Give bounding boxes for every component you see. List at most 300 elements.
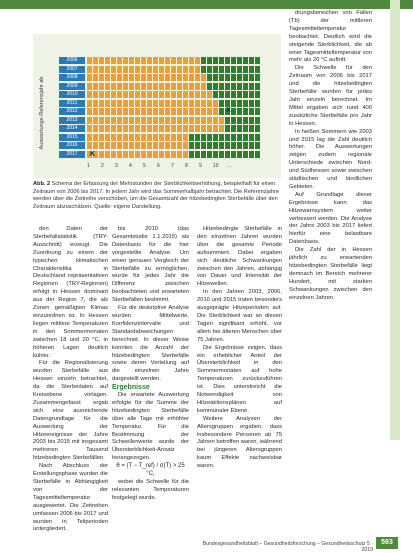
grid-cell xyxy=(135,66,140,73)
year-label: 2015 xyxy=(59,134,85,141)
grid-cell xyxy=(219,117,224,124)
paragraph: Die Zahl der in Hessen jährlich zu erwartenden hitzebedingten Sterbefälle liegt demnach im Bereich mehrerer Hundert, mit starken Schwankungen zwischen den einzelnen Jahren. xyxy=(289,247,372,301)
grid-cell xyxy=(255,151,260,158)
grid-cell xyxy=(207,100,212,107)
grid-cell xyxy=(213,100,218,107)
text-column-3 xyxy=(197,226,282,471)
grid-cell xyxy=(147,134,152,141)
paragraph: bis 2010 (das Gesamtstudie 1.1.2015) als Datenbasis für die hier vorgestellte Analyse. Um einen genauen Vergleich der Sterbefälle zu ermöglichen, wurde für jedes Jahr die Differenz zwischen beobachteten und erwarteten Sterbefällen bestimmt. xyxy=(112,226,189,304)
grid-cell xyxy=(225,100,230,107)
grid-cell xyxy=(171,74,176,81)
grid-cell xyxy=(255,83,260,90)
grid-cell xyxy=(171,66,176,73)
grid-cell xyxy=(99,83,104,90)
grid-cell xyxy=(93,100,98,107)
grid-cell xyxy=(141,91,146,98)
grid-cell xyxy=(219,100,224,107)
side-tab-strip xyxy=(390,0,400,440)
grid-cell xyxy=(243,57,248,64)
grid-cell xyxy=(177,151,182,158)
grid-cell xyxy=(123,57,128,64)
grid-cell xyxy=(93,83,98,90)
grid-cell xyxy=(159,100,164,107)
grid-cell xyxy=(177,91,182,98)
grid-cell xyxy=(111,117,116,124)
grid-cell xyxy=(195,134,200,141)
year-label: 2013 xyxy=(59,117,85,124)
paragraph: drungsbereichen von Fällen (Tb) der mittleren Tagesmitteltemperatur beobachtet. Deutlich wird die steigende Sterblichkeit, die ab einer Tagesmitteltemperatur von mehr als 20 °C auftritt. xyxy=(289,10,372,64)
grid-cell xyxy=(117,142,122,149)
grid-cell xyxy=(195,108,200,115)
grid-cell xyxy=(165,151,170,158)
grid-cell xyxy=(213,91,218,98)
grid-cell xyxy=(117,108,122,115)
grid-cell xyxy=(123,108,128,115)
grid-cell xyxy=(189,134,194,141)
grid-cell xyxy=(183,66,188,73)
figure-caption: Abb. 2 Schema der Erfassung der Mehrstunden der Sterblichkeitserhöhung, beispielhaft für einen Zeitraum von 2006 bis 2017. In jedem Jahr wird das Sommerhalbjahr betrachtet. Die Referenzjahre werden über die Zeitreihe verschoben, um die Gesamtzahl der hitzebedingten Sterbefälle über den Zeitraum abzuschätzen. Quelle: eigene Darstellung. xyxy=(33,181,279,210)
grid-cell xyxy=(237,100,242,107)
grid-cell xyxy=(165,108,170,115)
grid-cell xyxy=(255,100,260,107)
grid-cell xyxy=(117,117,122,124)
grid-cell xyxy=(165,142,170,149)
grid-cell xyxy=(201,117,206,124)
year-label: 2017 xyxy=(59,151,85,158)
grid-cell xyxy=(255,142,260,149)
paragraph: In den Jahren 2003, 2006, 2010 und 2015 traten besonders ausgeprägte Hitzeperioden auf. Die Sterblichkeit war an diesen Tagen signifikant erhöht, vor allem bei älteren Menschen über 75 Jahren. xyxy=(197,289,282,343)
grid-cell xyxy=(195,57,200,64)
grid-cell xyxy=(219,91,224,98)
grid-cell xyxy=(147,91,152,98)
grid-cell xyxy=(141,134,146,141)
paragraph: Nach Abschluss der Erstellungsphase wurden die Sterbefälle in Abhängigkeit von der Tagesmitteltemperatur ausgewertet. Die Zeitreihen umfassen 2006 bis 2017 und wurden in Teilperioden untergliedert. xyxy=(33,463,108,533)
grid-cell xyxy=(129,125,134,132)
year-label: 2016 xyxy=(59,142,85,149)
grid-cell xyxy=(201,134,206,141)
grid-cell xyxy=(93,117,98,124)
grid-cell xyxy=(249,74,254,81)
paragraph: Für die Regionalisierung wurden Sterbefälle aus Hessen einzeln betrachtet, da die Sterbedaten auf Kreisebene vorlagen. Zusammengefasst ergab sich eine ausreichende Datengrundlage für die Auswertung der Hitzeereignisse der Jahre 2003 bis 2015 mit insgesamt mehreren Tausend hitzebedingten Sterbefällen. xyxy=(33,360,108,462)
grid-cell xyxy=(153,142,158,149)
paragraph: Weitere Analysen der Altersgruppen ergaben, dass insbesondere Personen ab 75 Jahren betroffen waren, während bei jüngeren Altersgruppen kaum Effekte nachweisbar waren. xyxy=(197,415,282,470)
grid-cell xyxy=(213,125,218,132)
grid-cell xyxy=(255,57,260,64)
grid-cell xyxy=(153,100,158,107)
grid-cell xyxy=(129,74,134,81)
grid-cell xyxy=(111,108,116,115)
grid-cell xyxy=(189,108,194,115)
grid-cell xyxy=(117,125,122,132)
year-label: 2011 xyxy=(59,100,85,107)
grid-cell xyxy=(231,151,236,158)
grid-cell xyxy=(249,100,254,107)
grid-cell xyxy=(183,108,188,115)
year-label: 2007 xyxy=(59,66,85,73)
grid-cell xyxy=(93,108,98,115)
grid-cell xyxy=(135,74,140,81)
section-heading-results: Ergebnisse xyxy=(112,384,150,392)
grid-cell xyxy=(201,108,206,115)
grid-cell xyxy=(177,142,182,149)
grid-cell xyxy=(219,66,224,73)
grid-cell xyxy=(201,100,206,107)
grid-cell xyxy=(153,151,158,158)
grid-cell xyxy=(105,151,110,158)
grid-cell xyxy=(177,66,182,73)
grid-cell xyxy=(183,100,188,107)
grid-cell xyxy=(129,108,134,115)
grid-cell xyxy=(237,66,242,73)
grid-cell xyxy=(231,91,236,98)
grid-cell xyxy=(135,117,140,124)
grid-cell xyxy=(207,66,212,73)
grid-cell xyxy=(225,57,230,64)
grid-cell xyxy=(207,134,212,141)
grid-cell xyxy=(141,100,146,107)
grid-cell xyxy=(99,108,104,115)
grid-cell xyxy=(249,117,254,124)
grid-cell xyxy=(123,100,128,107)
grid-cell xyxy=(201,74,206,81)
grid-cell xyxy=(177,125,182,132)
grid-cell xyxy=(237,134,242,141)
grid-cell xyxy=(255,108,260,115)
grid-cell xyxy=(213,66,218,73)
grid-cell xyxy=(177,57,182,64)
grid-cell xyxy=(141,142,146,149)
grid-cell xyxy=(249,57,254,64)
grid-cell xyxy=(129,66,134,73)
grid-cell xyxy=(117,57,122,64)
grid-cell xyxy=(117,66,122,73)
grid-cell xyxy=(123,91,128,98)
grid-cell xyxy=(111,125,116,132)
grid-cell xyxy=(111,66,116,73)
grid-cell xyxy=(147,108,152,115)
grid-cell xyxy=(99,134,104,141)
grid-cell xyxy=(237,117,242,124)
grid-cell xyxy=(207,74,212,81)
grid-cell xyxy=(195,74,200,81)
grid-cell xyxy=(183,74,188,81)
grid-cell xyxy=(135,100,140,107)
grid-cell xyxy=(147,57,152,64)
grid-cell xyxy=(123,142,128,149)
grid-cell xyxy=(195,117,200,124)
grid-cell xyxy=(231,83,236,90)
paragraph: Die Ergebnisse zeigen, dass ein erheblicher Anteil der Übersterblichkeit in den Sommermonaten auf hohe Temperaturen zurückzuführen ist. Dies unterstreicht die Notwendigkeit von Hitzeaktionsplänen auf kommunaler Ebene. xyxy=(197,344,282,414)
grid-cell xyxy=(87,117,92,124)
grid-cell xyxy=(225,151,230,158)
grid-cell xyxy=(147,74,152,81)
grid-cell xyxy=(147,117,152,124)
grid-cell xyxy=(243,142,248,149)
grid-cell xyxy=(219,125,224,132)
grid-cell xyxy=(165,57,170,64)
x-tick-label: 8 xyxy=(185,163,188,169)
grid-cell xyxy=(213,83,218,90)
header-bar xyxy=(0,0,413,9)
grid-cell xyxy=(213,117,218,124)
grid-cell xyxy=(147,83,152,90)
x-tick-label: 2 xyxy=(101,163,104,169)
grid-cell xyxy=(219,151,224,158)
grid-cell xyxy=(225,83,230,90)
grid-cell xyxy=(231,57,236,64)
grid-cell xyxy=(249,125,254,132)
grid-cell xyxy=(237,108,242,115)
grid-cell xyxy=(171,151,176,158)
grid-cell xyxy=(237,83,242,90)
grid-cell xyxy=(93,74,98,81)
grid-cell xyxy=(195,91,200,98)
x-tick-label: … xyxy=(227,163,232,169)
grid-cell xyxy=(123,134,128,141)
grid-cell xyxy=(87,134,92,141)
grid-cell xyxy=(129,100,134,107)
grid-cell xyxy=(189,91,194,98)
paragraph: Die Schwelle für den Zeitraum von 2006 bis 2017 und die hitzebedingten Sterbefälle wurden für jedes Jahr einzeln berechnet. Im Mittel ergaben sich rund 400 zusätzliche Sterbefälle pro Jahr in Hessen. xyxy=(289,65,372,127)
text-column-2 xyxy=(112,226,189,503)
grid-cell xyxy=(195,100,200,107)
grid-cell xyxy=(99,100,104,107)
grid-cell xyxy=(189,117,194,124)
grid-cell xyxy=(99,142,104,149)
grid-cell xyxy=(141,117,146,124)
page-number: 593 xyxy=(376,537,398,549)
grid-cell xyxy=(183,83,188,90)
grid-cell xyxy=(225,134,230,141)
grid-cell xyxy=(207,117,212,124)
grid-cell xyxy=(249,142,254,149)
grid-cell xyxy=(183,117,188,124)
grid-cell xyxy=(213,108,218,115)
grid-cell xyxy=(243,91,248,98)
grid-cell xyxy=(231,134,236,141)
grid-cell xyxy=(135,151,140,158)
grid-cell xyxy=(255,125,260,132)
grid-cell xyxy=(195,83,200,90)
grid-cell xyxy=(243,134,248,141)
grid-cell xyxy=(87,142,92,149)
marker-x: X xyxy=(226,107,231,114)
marker-k: K xyxy=(90,151,96,158)
grid-cell xyxy=(213,74,218,81)
grid-cell xyxy=(213,57,218,64)
journal-footer: Bundesgesundheitsblatt – Gesundheitsforschung – Gesundheitsschutz 5 · 2019 xyxy=(202,541,373,553)
grid-cell xyxy=(87,83,92,90)
grid-cell xyxy=(243,117,248,124)
grid-cell xyxy=(111,74,116,81)
grid-cell xyxy=(237,91,242,98)
grid-cell xyxy=(231,125,236,132)
grid-cell xyxy=(255,74,260,81)
grid-cell xyxy=(189,125,194,132)
grid-cell xyxy=(87,66,92,73)
grid-cell xyxy=(177,74,182,81)
grid-cell xyxy=(183,142,188,149)
grid-cell xyxy=(225,74,230,81)
paragraph: Die erwartete Auswertung erfolgte für die Summe der hitzebedingten Sterbefälle über alle Tage mit erhöhter Temperatur. Für die Bestimmung der Schwellenwerte wurde der Übersterblichkeit-Ansatz herangezogen. xyxy=(112,392,189,462)
grid-cell xyxy=(135,134,140,141)
grid-cell xyxy=(165,83,170,90)
grid-cell xyxy=(219,108,224,115)
x-tick-label: 1 xyxy=(87,163,90,169)
grid-cell xyxy=(219,74,224,81)
grid-cell xyxy=(165,91,170,98)
grid-cell xyxy=(153,117,158,124)
grid-cell xyxy=(111,57,116,64)
year-label: 2006 xyxy=(59,57,85,64)
grid-cell xyxy=(171,91,176,98)
figure-y-axis-label: Auswertungs-Referenzjahr ab xyxy=(39,76,45,150)
grid-cell xyxy=(105,125,110,132)
grid-cell xyxy=(207,91,212,98)
grid-cell xyxy=(207,151,212,158)
paragraph: Auf Grundlage dieser Ergebnisse kann das Hitzewarnsystem weiter verbessert werden. Die Analyse der Jahre 2003 bis 2017 liefert hierfür eine belastbare Datenbasis. xyxy=(289,191,372,246)
grid-cell xyxy=(165,100,170,107)
grid-cell xyxy=(249,66,254,73)
grid-cell xyxy=(183,91,188,98)
grid-cell xyxy=(135,83,140,90)
grid-cell xyxy=(201,125,206,132)
grid-cell xyxy=(177,108,182,115)
grid-cell xyxy=(129,134,134,141)
grid-cell xyxy=(231,108,236,115)
x-tick-label: 5 xyxy=(143,163,146,169)
grid-cell xyxy=(105,100,110,107)
grid-cell xyxy=(147,125,152,132)
grid-cell xyxy=(201,57,206,64)
grid-cell xyxy=(177,134,182,141)
grid-cell xyxy=(195,125,200,132)
grid-cell xyxy=(249,83,254,90)
x-tick-label: 6 xyxy=(157,163,160,169)
grid-cell xyxy=(87,91,92,98)
grid-cell xyxy=(207,125,212,132)
grid-cell xyxy=(171,108,176,115)
grid-cell xyxy=(177,100,182,107)
grid-cell xyxy=(153,91,158,98)
grid-cell xyxy=(243,74,248,81)
grid-cell xyxy=(123,125,128,132)
grid-cell xyxy=(87,108,92,115)
grid-cell xyxy=(237,142,242,149)
year-label: 2012 xyxy=(59,108,85,115)
grid-cell xyxy=(237,74,242,81)
grid-cell xyxy=(213,151,218,158)
grid-cell xyxy=(111,100,116,107)
grid-cell xyxy=(129,91,134,98)
grid-cell xyxy=(105,66,110,73)
year-label: 2009 xyxy=(59,83,85,90)
grid-cell xyxy=(171,134,176,141)
grid-cell xyxy=(159,142,164,149)
grid-cell xyxy=(105,57,110,64)
formula: θ = (T − T_ref) / σ(T) > 25 °C, xyxy=(116,463,185,478)
grid-cell xyxy=(189,151,194,158)
year-label: 2014 xyxy=(59,125,85,132)
grid-cell xyxy=(159,57,164,64)
grid-cell xyxy=(117,74,122,81)
grid-cell xyxy=(111,83,116,90)
grid-cell xyxy=(255,117,260,124)
grid-cell xyxy=(207,142,212,149)
grid-cell xyxy=(225,66,230,73)
grid-cell xyxy=(147,100,152,107)
grid-cell xyxy=(147,66,152,73)
grid-cell xyxy=(153,134,158,141)
grid-cell xyxy=(159,91,164,98)
grid-cell xyxy=(189,66,194,73)
grid-cell xyxy=(111,151,116,158)
grid-cell xyxy=(87,125,92,132)
grid-cell xyxy=(159,66,164,73)
x-tick-label: 10 xyxy=(213,163,219,169)
grid-cell xyxy=(159,117,164,124)
grid-cell xyxy=(219,57,224,64)
grid-cell xyxy=(207,57,212,64)
grid-cell xyxy=(243,83,248,90)
grid-cell xyxy=(129,142,134,149)
grid-cell xyxy=(141,66,146,73)
grid-cell xyxy=(87,57,92,64)
grid-cell xyxy=(135,91,140,98)
x-tick-label: 3 xyxy=(115,163,118,169)
grid-cell xyxy=(249,151,254,158)
grid-cell xyxy=(153,83,158,90)
grid-cell xyxy=(153,74,158,81)
paragraph: In heißen Sommern wie 2003 und 2015 lag die Zahl deutlich höher. Die Auswertungen zeigen zudem regionale Unterschiede zwischen Nord- und Südhessen sowie zwischen städtischen und ländlichen Gebieten. xyxy=(289,128,372,190)
year-label: 2010 xyxy=(59,91,85,98)
grid-cell xyxy=(165,66,170,73)
grid-cell xyxy=(129,83,134,90)
grid-cell xyxy=(189,74,194,81)
grid-cell xyxy=(135,125,140,132)
grid-cell xyxy=(201,142,206,149)
grid-cell xyxy=(231,142,236,149)
grid-cell xyxy=(177,83,182,90)
grid-cell xyxy=(189,57,194,64)
grid-cell xyxy=(213,134,218,141)
grid-cell xyxy=(117,83,122,90)
grid-cell xyxy=(165,125,170,132)
grid-cell xyxy=(231,66,236,73)
grid-cell xyxy=(171,57,176,64)
grid-cell xyxy=(183,134,188,141)
grid-cell xyxy=(123,66,128,73)
grid-cell xyxy=(195,142,200,149)
grid-cell xyxy=(93,134,98,141)
grid-cell xyxy=(105,91,110,98)
grid-cell xyxy=(117,91,122,98)
grid-cell xyxy=(231,100,236,107)
grid-cell xyxy=(159,125,164,132)
grid-cell xyxy=(171,100,176,107)
grid-cell xyxy=(141,57,146,64)
grid-cell xyxy=(255,66,260,73)
grid-cell xyxy=(129,57,134,64)
grid-cell xyxy=(225,91,230,98)
grid-cell xyxy=(99,57,104,64)
grid-cell xyxy=(111,91,116,98)
grid-cell xyxy=(117,134,122,141)
grid-cell xyxy=(153,108,158,115)
grid-cell xyxy=(249,108,254,115)
grid-cell xyxy=(93,142,98,149)
x-tick-label: 7 xyxy=(171,163,174,169)
